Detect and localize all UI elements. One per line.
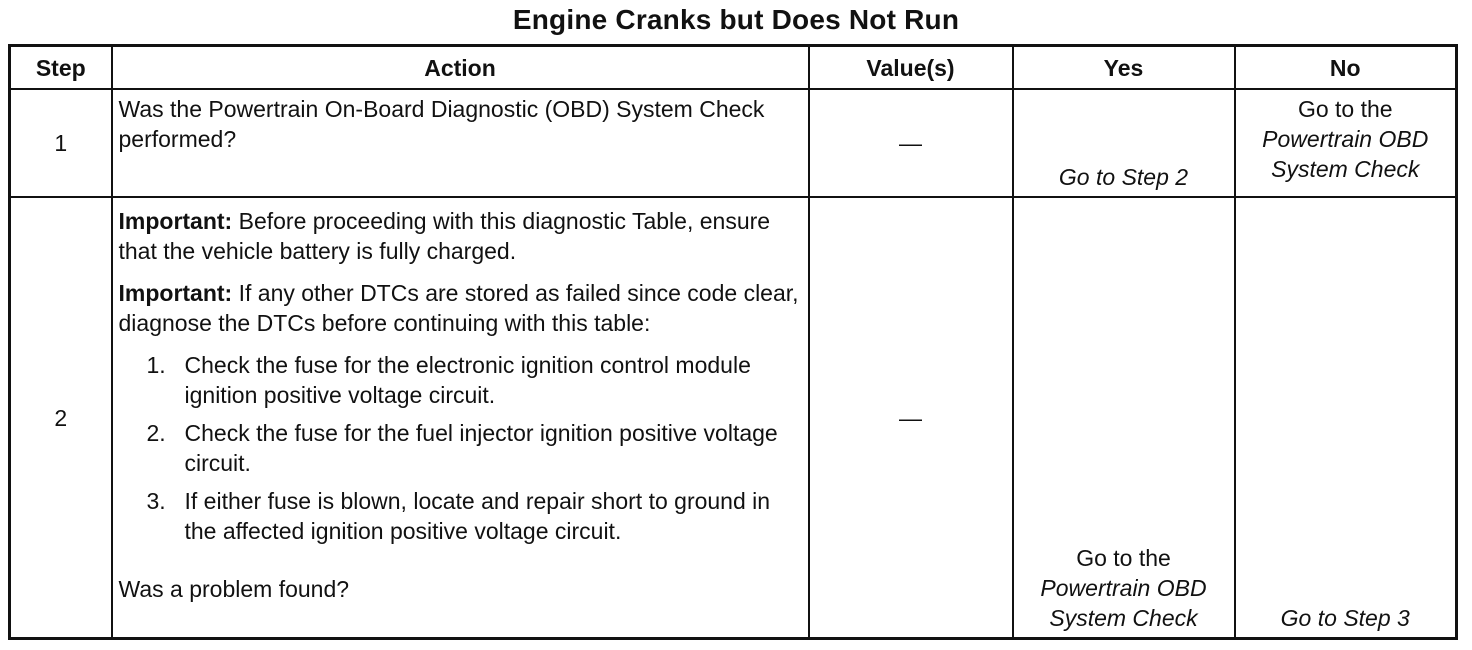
list-item	[119, 418, 800, 478]
important-note-2	[119, 278, 800, 338]
important-note-1	[119, 206, 800, 266]
no-cell	[1235, 89, 1457, 197]
action-cell	[112, 89, 809, 197]
substep-text: Check the fuse for the fuel injector ignition positive voltage circuit.	[184, 420, 778, 476]
substep-text: If either fuse is blown, locate and repair short to ground in the affected ignition positive voltage circuit.	[184, 488, 771, 544]
no-goto-link[interactable]: Go to Step 3	[1280, 605, 1410, 631]
page-title: Engine Cranks but Does Not Run	[512, 4, 960, 35]
list-item	[119, 350, 800, 410]
substep-list	[119, 350, 800, 546]
action-cell	[112, 197, 809, 639]
step-number: 2	[10, 197, 112, 639]
header-step: Step	[10, 46, 112, 90]
step-number: 1	[10, 89, 112, 197]
header-action: Action	[112, 46, 809, 90]
no-goto-prefix: Go to the	[1297, 96, 1393, 122]
important-label: Important:	[118, 208, 233, 234]
header-values: Value(s)	[809, 46, 1013, 90]
substep-number: 3.	[146, 488, 166, 514]
yes-cell	[1013, 197, 1235, 639]
table-row	[10, 197, 1457, 639]
no-goto-link[interactable]: Powertrain OBD System Check	[1262, 126, 1429, 182]
action-question: Was a problem found?	[118, 576, 350, 602]
value-cell: —	[809, 89, 1013, 197]
header-no: No	[1235, 46, 1457, 90]
substep-text: Check the fuse for the electronic ignition control module ignition positive voltage circuit.	[184, 352, 751, 408]
action-question: Was the Powertrain On-Board Diagnostic (OBD) System Check performed?	[118, 96, 765, 152]
yes-goto-link[interactable]: Go to Step 2	[1058, 164, 1189, 190]
yes-cell	[1013, 89, 1235, 197]
diagnostic-table	[8, 44, 1458, 640]
header-row	[10, 46, 1457, 90]
header-yes: Yes	[1013, 46, 1235, 90]
important-text: If any other DTCs are stored as failed since code clear, diagnose the DTCs before continuing with this table:	[118, 280, 799, 336]
no-cell	[1235, 197, 1457, 639]
list-item	[119, 486, 800, 546]
substep-number: 1.	[146, 352, 166, 378]
value-cell: —	[809, 197, 1013, 639]
substep-number: 2.	[146, 420, 166, 446]
table-row	[10, 89, 1457, 197]
important-label: Important:	[118, 280, 233, 306]
important-text: Before proceeding with this diagnostic Table, ensure that the vehicle battery is fully charged.	[118, 208, 771, 264]
yes-goto-prefix: Go to the	[1076, 545, 1171, 571]
yes-goto-link[interactable]: Powertrain OBD System Check	[1040, 575, 1207, 631]
